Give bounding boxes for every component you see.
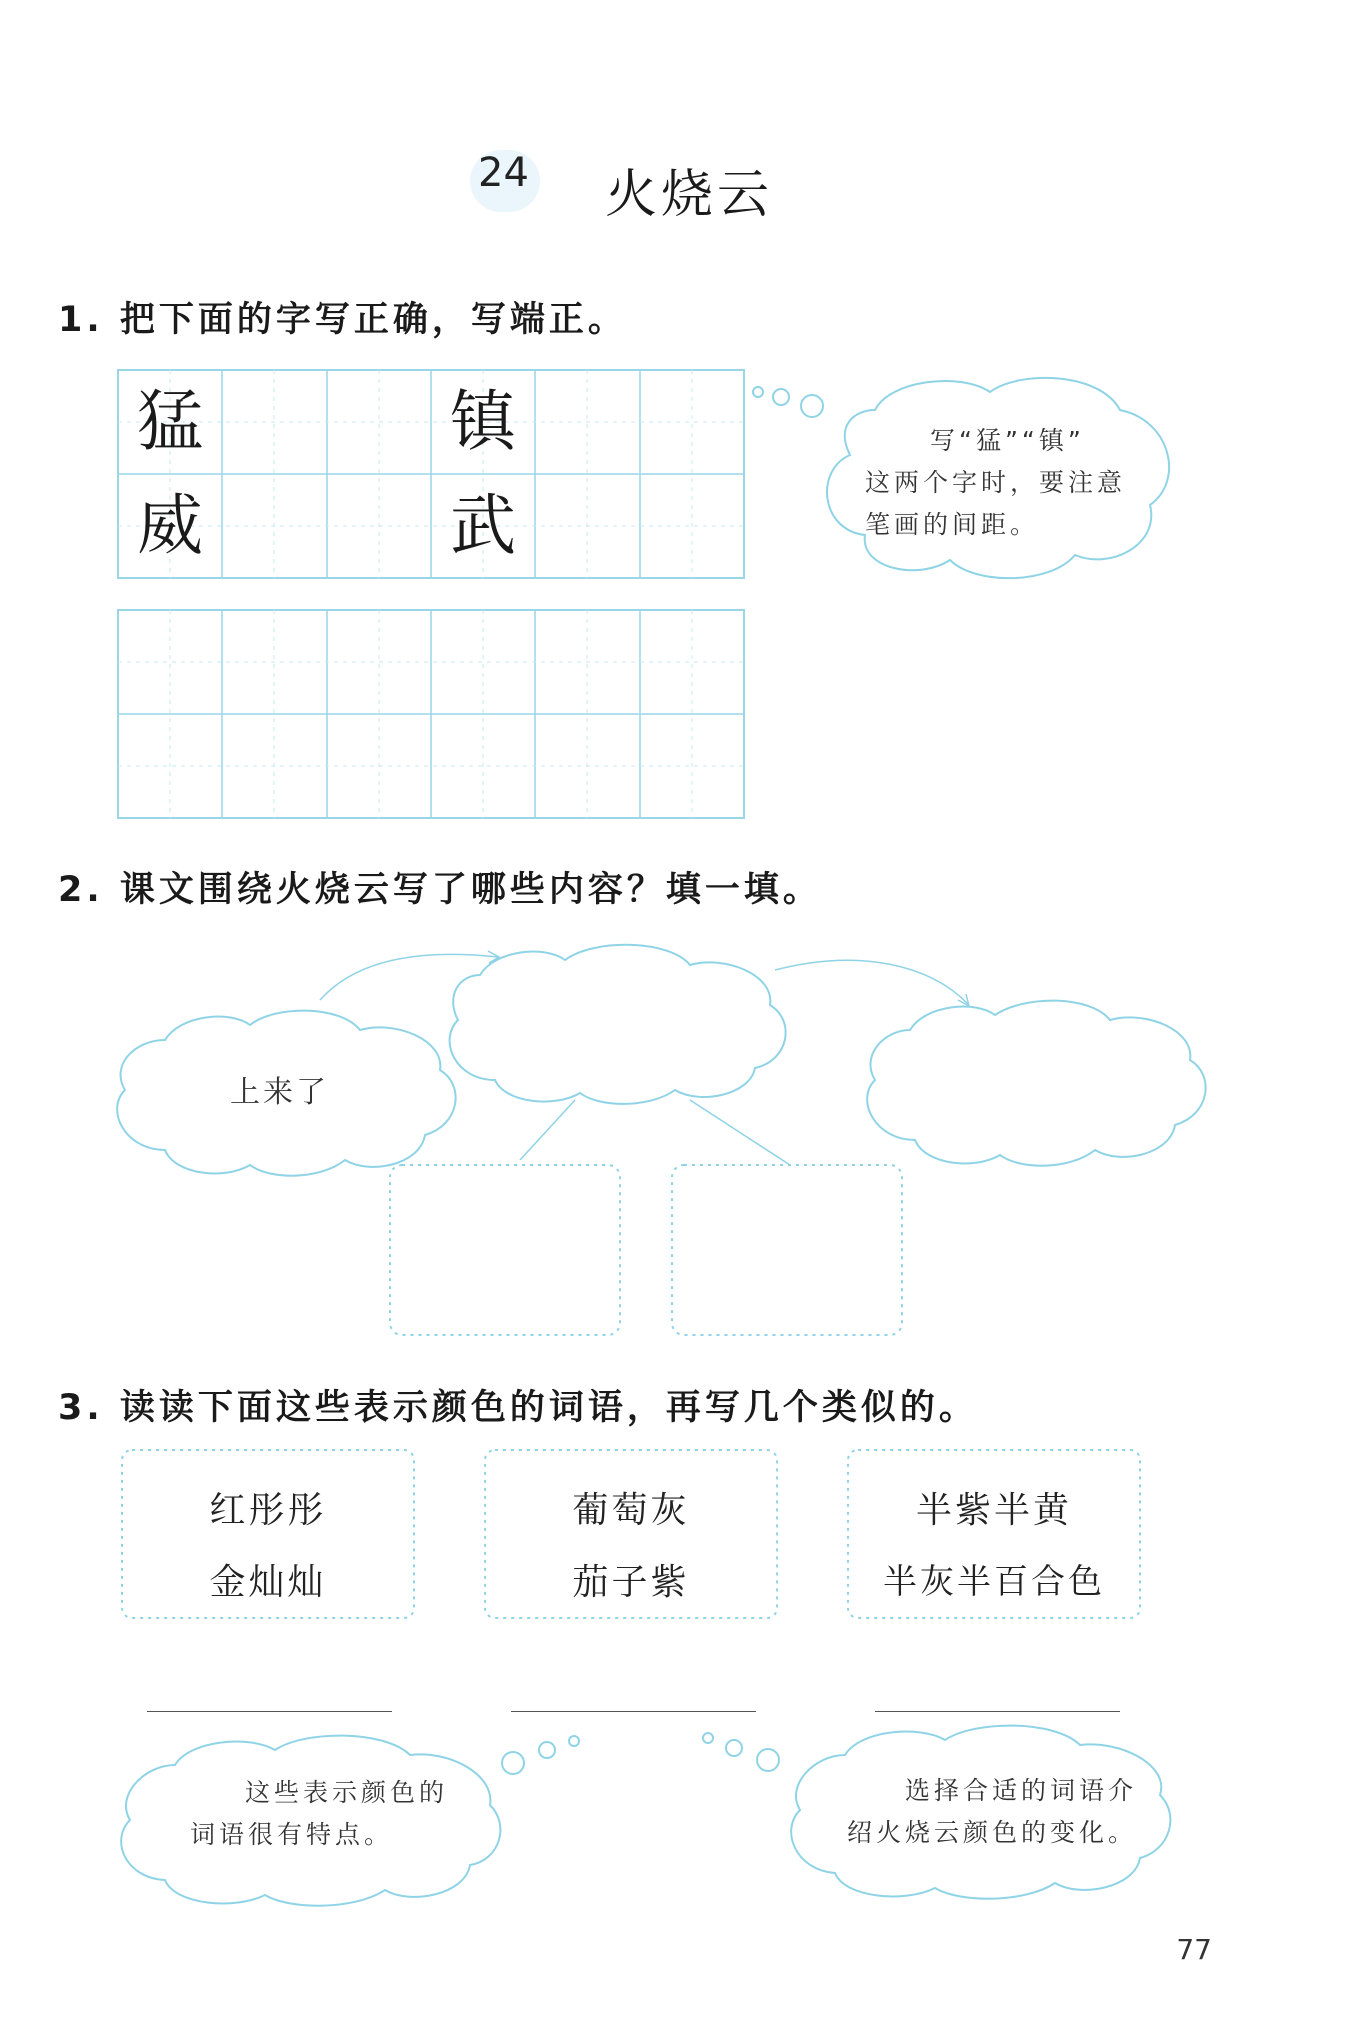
tip-1-line-2: 这两个字时，要注意	[865, 468, 1127, 497]
mind-map-boxes	[390, 1165, 902, 1335]
grid-char-4: 武	[450, 487, 516, 564]
writing-grid-bottom	[118, 610, 744, 818]
tip-1-line-1: 写“猛”“镇”	[930, 426, 1085, 455]
answer-line-1[interactable]	[147, 1711, 392, 1712]
tip-1-line-3: 笔画的间距。	[865, 510, 1040, 539]
color-word-1a: 红彤彤	[209, 1490, 327, 1531]
lesson-title: 火烧云	[605, 165, 774, 225]
color-word-2b: 茄子紫	[572, 1562, 690, 1603]
tip-2-line-1: 这些表示颜色的	[245, 1778, 449, 1807]
question-1: 1. 把下面的字写正确，写端正。	[58, 300, 627, 340]
tip-3-line-2: 绍火烧云颜色的变化。	[847, 1818, 1138, 1847]
color-word-2a: 葡萄灰	[572, 1490, 690, 1531]
color-word-3a: 半紫半黄	[915, 1490, 1072, 1531]
mind-map-clouds	[117, 945, 1205, 1176]
answer-line-2[interactable]	[511, 1711, 756, 1712]
page-number: 77	[1176, 1933, 1212, 1966]
tip-3-line-1: 选择合适的词语介	[905, 1776, 1138, 1805]
grid-char-1: 猛	[137, 383, 203, 460]
answer-line-3[interactable]	[875, 1711, 1120, 1712]
color-word-3b: 半灰半百合色	[883, 1562, 1105, 1602]
color-word-1b: 金灿灿	[209, 1562, 327, 1603]
question-3: 3. 读读下面这些表示颜色的词语，再写几个类似的。	[58, 1388, 978, 1428]
question-2: 2. 课文围绕火烧云写了哪些内容？填一填。	[58, 870, 822, 910]
grid-char-2: 威	[137, 487, 203, 564]
mind-map-first-cloud-text: 上来了	[230, 1075, 329, 1110]
grid-char-3: 镇	[450, 383, 516, 460]
tip-2-line-2: 词语很有特点。	[190, 1820, 394, 1849]
lesson-number: 24	[478, 150, 529, 196]
